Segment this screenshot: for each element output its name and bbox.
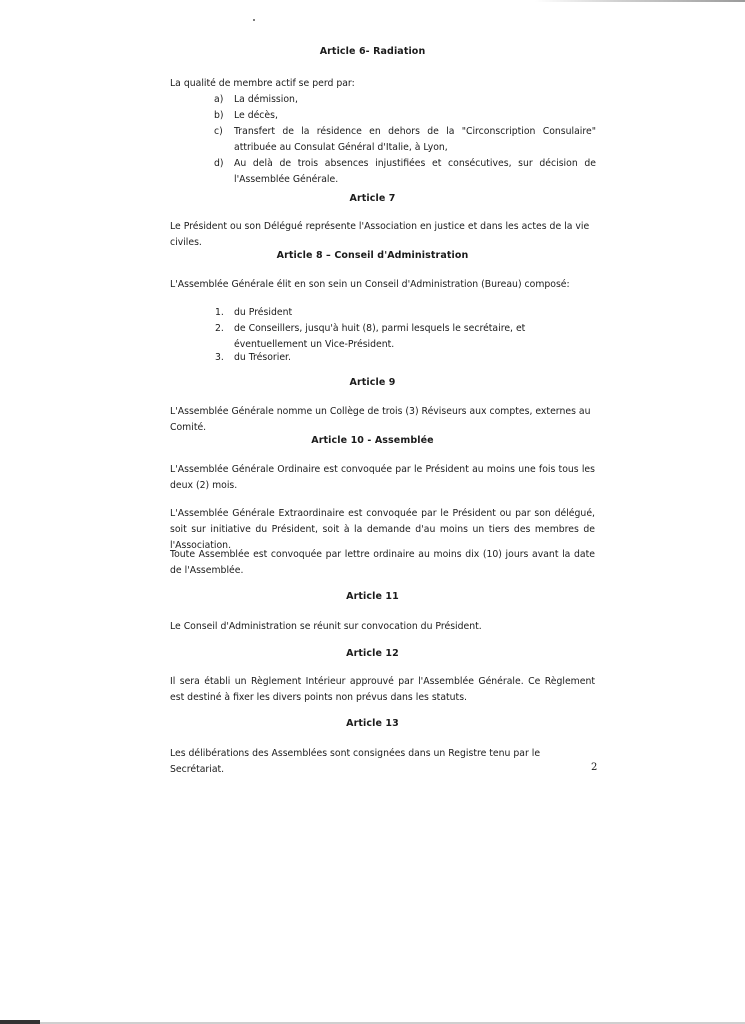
- list-text: Transfert de la résidence en dehors de la "Circonscription Consulaire" attribuée au Consulat Général d'Italie, à Lyon,: [234, 126, 596, 153]
- article-8-title: Article 8 – Conseil d'Administration: [276, 250, 469, 261]
- scan-edge-mark: [535, 0, 745, 2]
- article-6-intro: La qualité de membre actif se perd par:: [170, 78, 355, 89]
- article-10-paragraph: L'Assemblée Générale Extraordinaire est convoquée par le Président ou par son délégué, soit sur initiative du Président, soit à la demande d'au moins un tiers des membres de l'Association.: [170, 508, 595, 551]
- article-11-title: Article 11: [346, 591, 399, 602]
- article-13-title: Article 13: [346, 718, 399, 729]
- article-7-text: Le Président ou son Délégué représente l'Association en justice et dans les actes de la vie civiles.: [170, 221, 590, 248]
- list-marker: 3.: [215, 352, 224, 363]
- article-9-text: L'Assemblée Générale nomme un Collège de trois (3) Réviseurs aux comptes, externes au Comité.: [170, 406, 591, 433]
- list-marker: d): [214, 158, 224, 169]
- list-text: Le décès,: [234, 110, 278, 121]
- list-text: du Président: [234, 307, 293, 318]
- page-number: 2: [591, 762, 598, 773]
- article-9-title: Article 9: [349, 377, 396, 388]
- article-12-text: Il sera établi un Règlement Intérieur approuvé par l'Assemblée Générale. Ce Règlement est destiné à fixer les divers points non prévus dans les statuts.: [170, 676, 595, 703]
- article-11-text: Le Conseil d'Administration se réunit sur convocation du Président.: [170, 621, 482, 632]
- article-10-title: Article 10 - Assemblée: [311, 435, 434, 446]
- list-text: La démission,: [234, 94, 298, 105]
- list-marker: c): [214, 126, 223, 137]
- list-text: Au delà de trois absences injustifiées et consécutives, sur décision de l'Assemblée Générale.: [234, 158, 596, 185]
- article-13-text: Les délibérations des Assemblées sont consignées dans un Registre tenu par le Secrétariat.: [170, 748, 541, 775]
- list-marker: 2.: [215, 323, 224, 334]
- scan-edge-mark: [0, 1020, 40, 1024]
- list-marker: a): [214, 94, 224, 105]
- article-6-title: Article 6- Radiation: [319, 46, 426, 57]
- article-10-paragraph: L'Assemblée Générale Ordinaire est convoquée par le Président au moins une fois tous les deux (2) mois.: [170, 464, 595, 491]
- article-12-title: Article 12: [346, 648, 399, 659]
- article-7-title: Article 7: [349, 193, 396, 204]
- list-text: du Trésorier.: [234, 352, 291, 363]
- article-8-intro: L'Assemblée Générale élit en son sein un Conseil d'Administration (Bureau) composé:: [170, 279, 570, 290]
- list-text: de Conseillers, jusqu'à huit (8), parmi lesquels le secrétaire, et éventuellement un Vice-Président.: [234, 323, 526, 350]
- article-10-paragraph: Toute Assemblée est convoquée par lettre ordinaire au moins dix (10) jours avant la date de l'Assemblée.: [170, 549, 595, 576]
- list-marker: b): [214, 110, 224, 121]
- scan-speck: [253, 19, 255, 21]
- list-marker: 1.: [215, 307, 224, 318]
